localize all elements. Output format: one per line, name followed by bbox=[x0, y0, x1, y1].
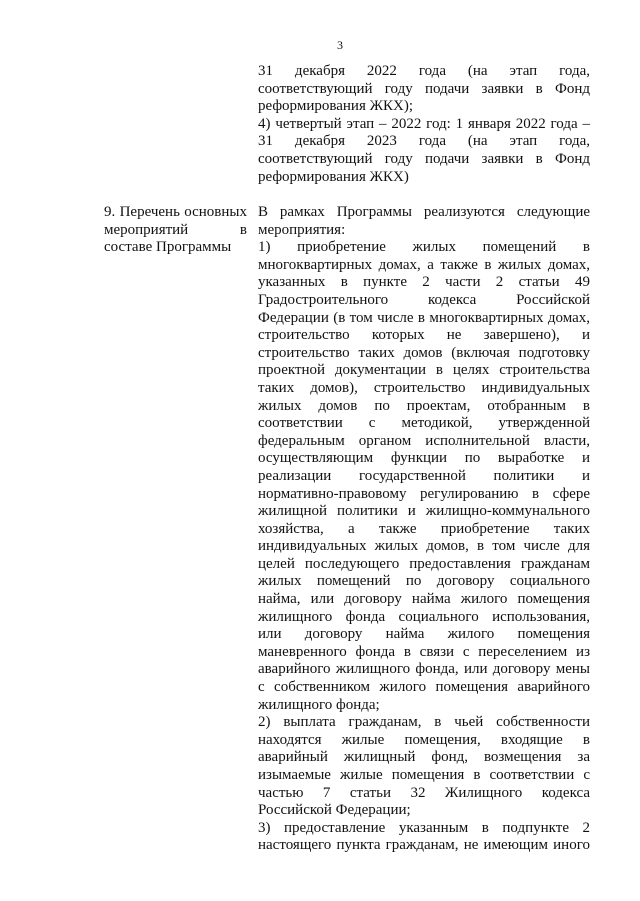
period-continuation-text bbox=[258, 63, 590, 186]
text-line: хозяйства, а также приобретение таких bbox=[258, 520, 590, 537]
text-line: мероприятий в bbox=[104, 221, 247, 238]
text-line: Федерации (в том числе в многоквартирных домах, bbox=[258, 309, 590, 326]
text-line: 3) предоставление указанным в подпункте 2 bbox=[258, 819, 590, 836]
text-line: жилых помещений по договору социального bbox=[258, 573, 590, 590]
text-line: с собственником жилого помещения аварийного bbox=[258, 679, 590, 696]
text-line: строительство таких домов (включая подготовку bbox=[258, 344, 590, 361]
text-line: жилищного фонда; bbox=[258, 696, 380, 713]
text-line: реформирования ЖКХ) bbox=[258, 168, 409, 185]
text-line: аварийный жилищный фонд, возмещения за bbox=[258, 749, 590, 766]
text-line: жилых домов по проектам, отобранным в bbox=[258, 397, 590, 414]
section-content-text bbox=[258, 204, 590, 855]
text-line: многоквартирных домах, а также в жилых домах, bbox=[258, 256, 590, 273]
text-line: 31 декабря 2023 года (на этап года, bbox=[258, 133, 590, 150]
text-line: нормативно-правовому регулированию в сфере bbox=[258, 485, 590, 502]
text-line: индивидуальных жилых домов, в том числе для bbox=[258, 538, 590, 555]
text-line: осуществляющим функции по выработке и bbox=[258, 450, 590, 467]
text-line: реформирования ЖКХ); bbox=[258, 98, 414, 115]
text-line: найма, или договору найма жилого помещения bbox=[258, 591, 590, 608]
text-line: В рамках Программы реализуются следующие bbox=[258, 204, 590, 220]
text-line: соответствии с методикой, утвержденной bbox=[258, 415, 590, 432]
page-number: 3 bbox=[337, 38, 343, 52]
text-line: Российской Федерации; bbox=[258, 802, 411, 819]
text-line: соответствующий году подачи заявки в Фонд bbox=[258, 150, 590, 167]
text-line: находятся жилые помещения, входящие в bbox=[258, 731, 590, 748]
text-line: соответствующий году подачи заявки в Фонд bbox=[258, 80, 590, 97]
text-line: указанных в пункте 2 части 2 статьи 49 bbox=[258, 274, 590, 291]
text-line: реализации государственной политики и bbox=[258, 467, 590, 484]
text-line: маневренного фонда в связи с переселением из bbox=[258, 643, 590, 660]
text-line: мероприятия: bbox=[258, 221, 346, 238]
text-line: таких домов), строительство индивидуальных bbox=[258, 379, 590, 396]
text-line: 2) выплата гражданам, в чьей собственности bbox=[258, 714, 590, 731]
text-line: или договору найма жилого помещения bbox=[258, 626, 590, 643]
text-line: целей последующего предоставления гражданам bbox=[258, 555, 590, 572]
text-line: жилищного фонда социального использования, bbox=[258, 608, 590, 625]
text-line: 4) четвертый этап – 2022 год: 1 января 2022 года – bbox=[258, 115, 590, 132]
text-line: 1) приобретение жилых помещений в bbox=[258, 239, 590, 256]
text-line: Градостроительного кодекса Российской bbox=[258, 291, 590, 308]
text-line: федеральным органом исполнительной власти, bbox=[258, 432, 590, 449]
text-line: составе Программы bbox=[104, 239, 232, 256]
text-line: аварийного жилищного фонда, или договору мены bbox=[258, 661, 590, 678]
text-line: жилищной политики и жилищно-коммунального bbox=[258, 503, 590, 520]
text-line: частью 7 статьи 32 Жилищного кодекса bbox=[258, 784, 590, 801]
section-label bbox=[104, 204, 247, 257]
text-line: 31 декабря 2022 года (на этап года, bbox=[258, 63, 590, 79]
text-line: настоящего пункта гражданам, не имеющим иного bbox=[258, 837, 590, 854]
text-line: 9. Перечень основных bbox=[104, 204, 247, 220]
text-line: проектной документации в целях строительства bbox=[258, 362, 590, 379]
text-line: строительство которых не завершено), и bbox=[258, 327, 590, 344]
text-line: изымаемые жилые помещения в соответствии с bbox=[258, 767, 590, 783]
